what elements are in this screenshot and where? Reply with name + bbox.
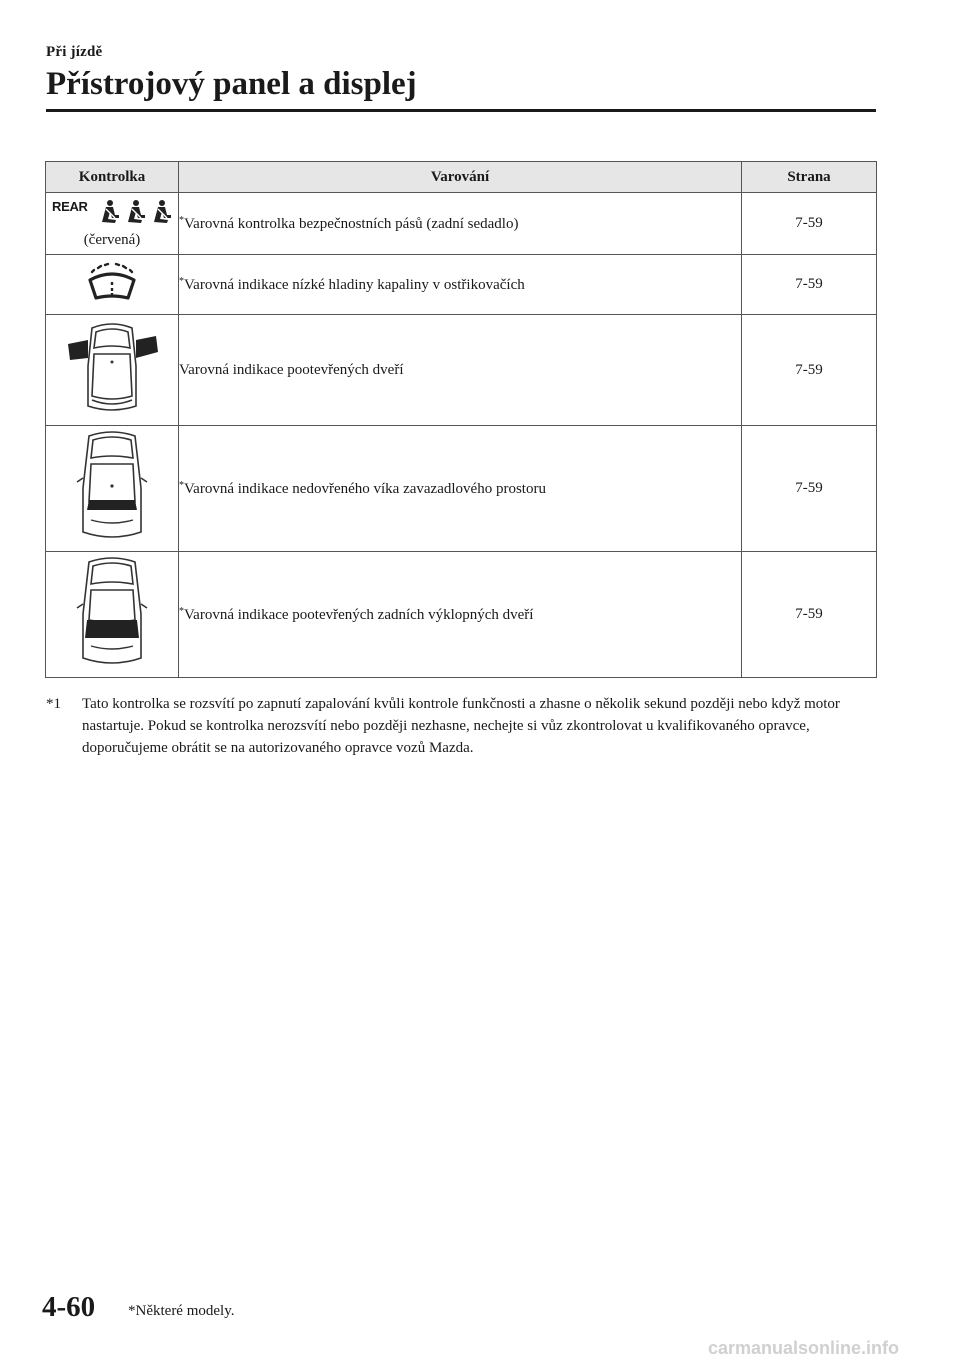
footnote-mark: *1 xyxy=(46,696,61,712)
page-title: Přístrojový panel a displej xyxy=(46,66,417,102)
trunk-lid-open-icon xyxy=(67,428,157,544)
asterisk-mark: * xyxy=(179,275,184,287)
footnote-text: Tato kontrolka se rozsvítí po zapnutí zapalování kvůli kontrole funkčnosti a zhasne o několik sekund později nebo když motor nastartuje. Pokud se kontrolka nerozsvítí nebo později nezhasne, nechejte si vůz zkontrolovat u kvalifikovaného opravce, doporučujeme obrátit se na autorizovaného opravce vozů Mazda. xyxy=(82,696,840,756)
table-row xyxy=(46,426,877,552)
section-label: Při jízdě xyxy=(46,44,103,60)
door-ajar-icon xyxy=(56,318,168,418)
indicator-cell xyxy=(46,315,179,426)
warning-text: Varovná indikace pootevřených zadních výklopných dveří xyxy=(184,606,534,623)
warning-text: Varovná indikace pootevřených dveří xyxy=(179,361,404,378)
title-rule xyxy=(46,109,876,112)
asterisk-mark: * xyxy=(179,479,184,491)
rear-label: REAR xyxy=(52,198,88,214)
asterisk-mark: * xyxy=(179,214,184,226)
indicator-cell xyxy=(46,255,179,315)
table-header-row xyxy=(46,162,877,193)
page-ref: 7-59 xyxy=(742,255,877,315)
footnote xyxy=(46,693,880,759)
page-ref: 7-59 xyxy=(742,426,877,552)
page-ref: 7-59 xyxy=(742,315,877,426)
table-row xyxy=(46,552,877,678)
warning-lights-table xyxy=(45,161,877,678)
warning-text: Varovná indikace nízké hladiny kapaliny v ostřikovačích xyxy=(184,276,525,293)
seatbelt-figures-icon xyxy=(98,199,178,225)
indicator-color-caption: (červená) xyxy=(83,231,141,248)
indicator-cell xyxy=(46,193,179,255)
table-row xyxy=(46,255,877,315)
table-row xyxy=(46,193,877,255)
warning-text: Varovná kontrolka bezpečnostních pásů (zadní sedadlo) xyxy=(184,215,519,232)
column-header-page: Strana xyxy=(742,162,877,193)
footer-note: *Některé modely. xyxy=(128,1303,235,1319)
warning-text-cell xyxy=(179,315,742,426)
warning-text-cell xyxy=(179,255,742,315)
asterisk-mark: * xyxy=(179,605,184,617)
rear-seatbelt-warning-icon xyxy=(46,194,178,254)
page-number: 4-60 xyxy=(42,1291,96,1323)
warning-text-cell xyxy=(179,426,742,552)
warning-text-cell xyxy=(179,193,742,255)
indicator-cell xyxy=(46,426,179,552)
table-row xyxy=(46,315,877,426)
washer-fluid-level-icon xyxy=(82,260,142,304)
watermark: carmanualsonline.info xyxy=(708,1338,900,1358)
page-ref: 7-59 xyxy=(742,193,877,255)
page-ref: 7-59 xyxy=(742,552,877,678)
column-header-indicator: Kontrolka xyxy=(46,162,179,193)
indicator-cell xyxy=(46,552,179,678)
warning-text: Varovná indikace nedovřeného víka zavazadlového prostoru xyxy=(184,480,546,497)
warning-text-cell xyxy=(179,552,742,678)
liftgate-open-icon xyxy=(67,554,157,670)
column-header-warning: Varování xyxy=(179,162,742,193)
